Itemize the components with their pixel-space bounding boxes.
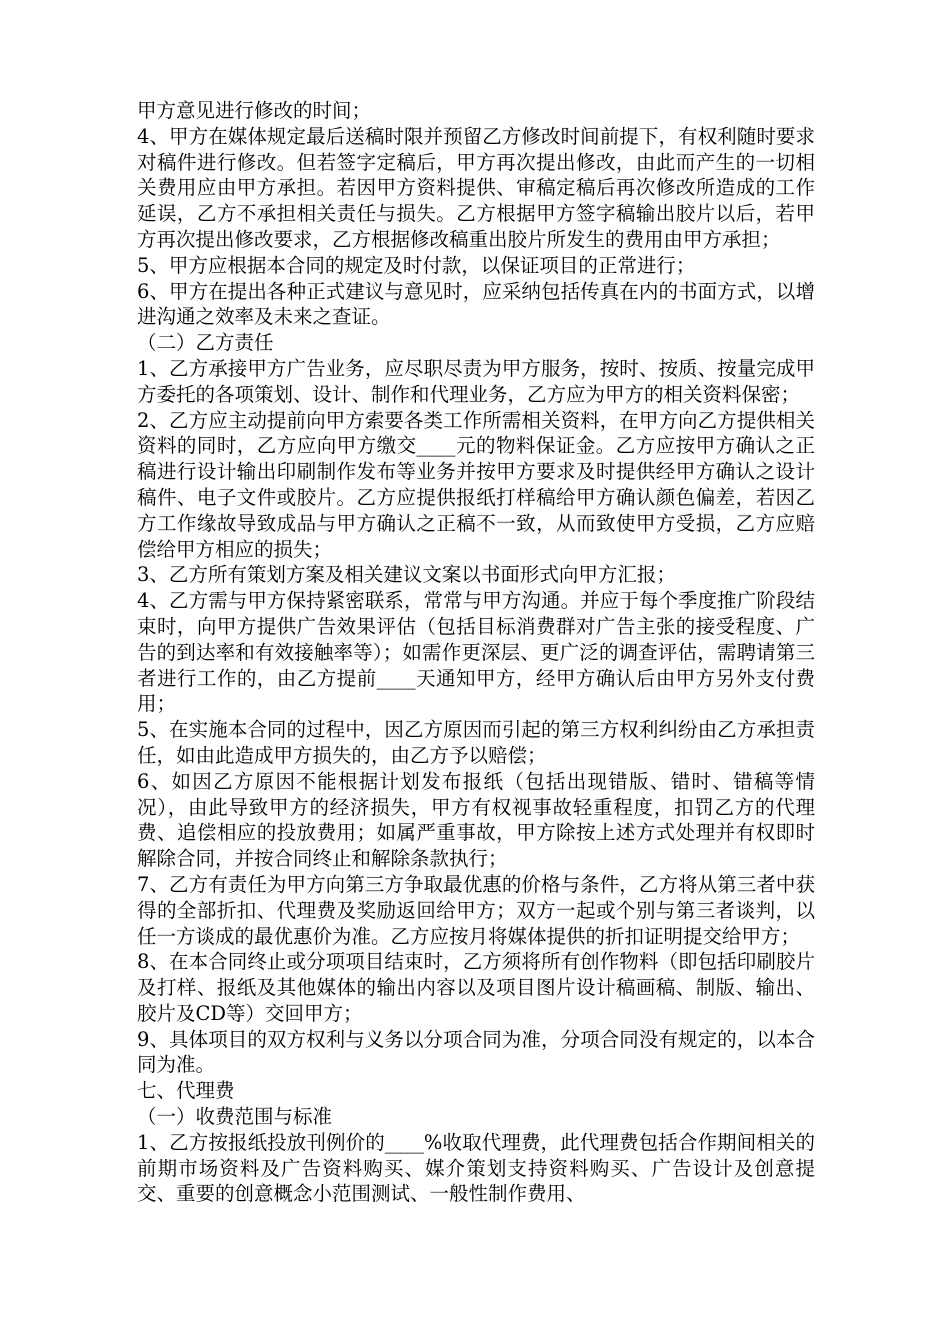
paragraph-party-b-item-8: 8、在本合同终止或分项项目结束时，乙方须将所有创作物料（即包括印刷胶片及打样、报纸及其他媒体的输出内容以及项目图片设计稿画稿、制版、输出、胶片及CD等）交回甲方； — [137, 950, 815, 1025]
paragraph-party-a-item-6: 6、甲方在提出各种正式建议与意见时，应采纳包括传真在内的书面方式，以增进沟通之效率及未来之查证。 — [137, 279, 815, 329]
paragraph-party-b-item-1: 1、乙方承接甲方广告业务，应尽职尽责为甲方服务，按时、按质、按量完成甲方委托的各项策划、设计、制作和代理业务，乙方应为甲方的相关资料保密； — [137, 356, 815, 406]
paragraph-party-b-item-2: 2、乙方应主动提前向甲方索要各类工作所需相关资料，在甲方向乙方提供相关资料的同时，乙方应向甲方缴交____元的物料保证金。乙方应按甲方确认之正稿进行设计输出印刷制作发布等业务并按甲方要求及时提供经甲方确认之设计稿件、电子文件或胶片。乙方应提供报纸打样稿给甲方确认颜色偏差，若因乙方工作缘故导致成品与甲方确认之正稿不一致，从而致使甲方受损，乙方应赔偿给甲方相应的损失； — [137, 408, 815, 561]
heading-agency-fee: 七、代理费 — [137, 1079, 235, 1103]
paragraph-party-b-item-9: 9、具体项目的双方权利与义务以分项合同为准，分项合同没有规定的，以本合同为准。 — [137, 1027, 815, 1077]
paragraph-party-a-revision-time: 甲方意见进行修改的时间； — [137, 99, 372, 122]
paragraph-party-b-item-3: 3、乙方所有策划方案及相关建议文案以书面形式向甲方汇报； — [137, 563, 676, 587]
paragraph-party-b-item-4: 4、乙方需与甲方保持紧密联系，常常与甲方沟通。并应于每个季度推广阶段结束时，向甲方提供广告效果评估（包括目标消费群对广告主张的接受程度、广告的到达率和有效接触率等）；如需作更深层、更广泛的调查评估，需聘请第三者进行工作的，由乙方提前____天通知甲方，经甲方确认后由甲方另外支付费用； — [137, 589, 815, 716]
paragraph-party-a-item-4: 4、甲方在媒体规定最后送稿时限并预留乙方修改时间前提下，有权利随时要求对稿件进行修改。但若签字定稿后，甲方再次提出修改，由此而产生的一切相关费用应由甲方承担。若因甲方资料提供、审稿定稿后再次修改所造成的工作延误，乙方不承担相关责任与损失。乙方根据甲方签字稿输出胶片以后，若甲方再次提出修改要求，乙方根据修改稿重出胶片所发生的费用由甲方承担； — [137, 124, 815, 251]
paragraph-party-a-item-5: 5、甲方应根据本合同的规定及时付款，以保证项目的正常进行； — [137, 253, 696, 277]
paragraph-party-b-item-5: 5、在实施本合同的过程中，因乙方原因而引起的第三方权利纠纷由乙方承担责任，如由此造成甲方损失的，由乙方予以赔偿； — [137, 718, 815, 767]
heading-party-b-responsibility: （二）乙方责任 — [137, 331, 274, 355]
heading-fee-scope-standard: （一）收费范围与标准 — [137, 1105, 333, 1129]
paragraph-party-b-item-7: 7、乙方有责任为甲方向第三方争取最优惠的价格与条件，乙方将从第三者中获得的全部折扣、代理费及奖励返回给甲方；双方一起或个别与第三者谈判，以任一方谈成的最优惠价为准。乙方应按月将媒体提供的折扣证明提交给甲方； — [137, 872, 815, 948]
document-body — [137, 98, 815, 1207]
paragraph-party-b-item-6: 6、如因乙方原因不能根据计划发布报纸（包括出现错版、错时、错稿等情况），由此导致甲方的经济损失，甲方有权视事故轻重程度，扣罚乙方的代理费、追偿相应的投放费用；如属严重事故，甲方除按上述方式处理并有权即时解除合同，并按合同终止和解除条款执行； — [137, 769, 815, 871]
paragraph-fee-item-1: 1、乙方按报纸投放刊例价的____%收取代理费，此代理费包括合作期间相关的前期市场资料及广告资料购买、媒介策划支持资料购买、广告设计及创意提交、重要的创意概念小范围测试、一般性制作费用、 — [137, 1130, 815, 1206]
